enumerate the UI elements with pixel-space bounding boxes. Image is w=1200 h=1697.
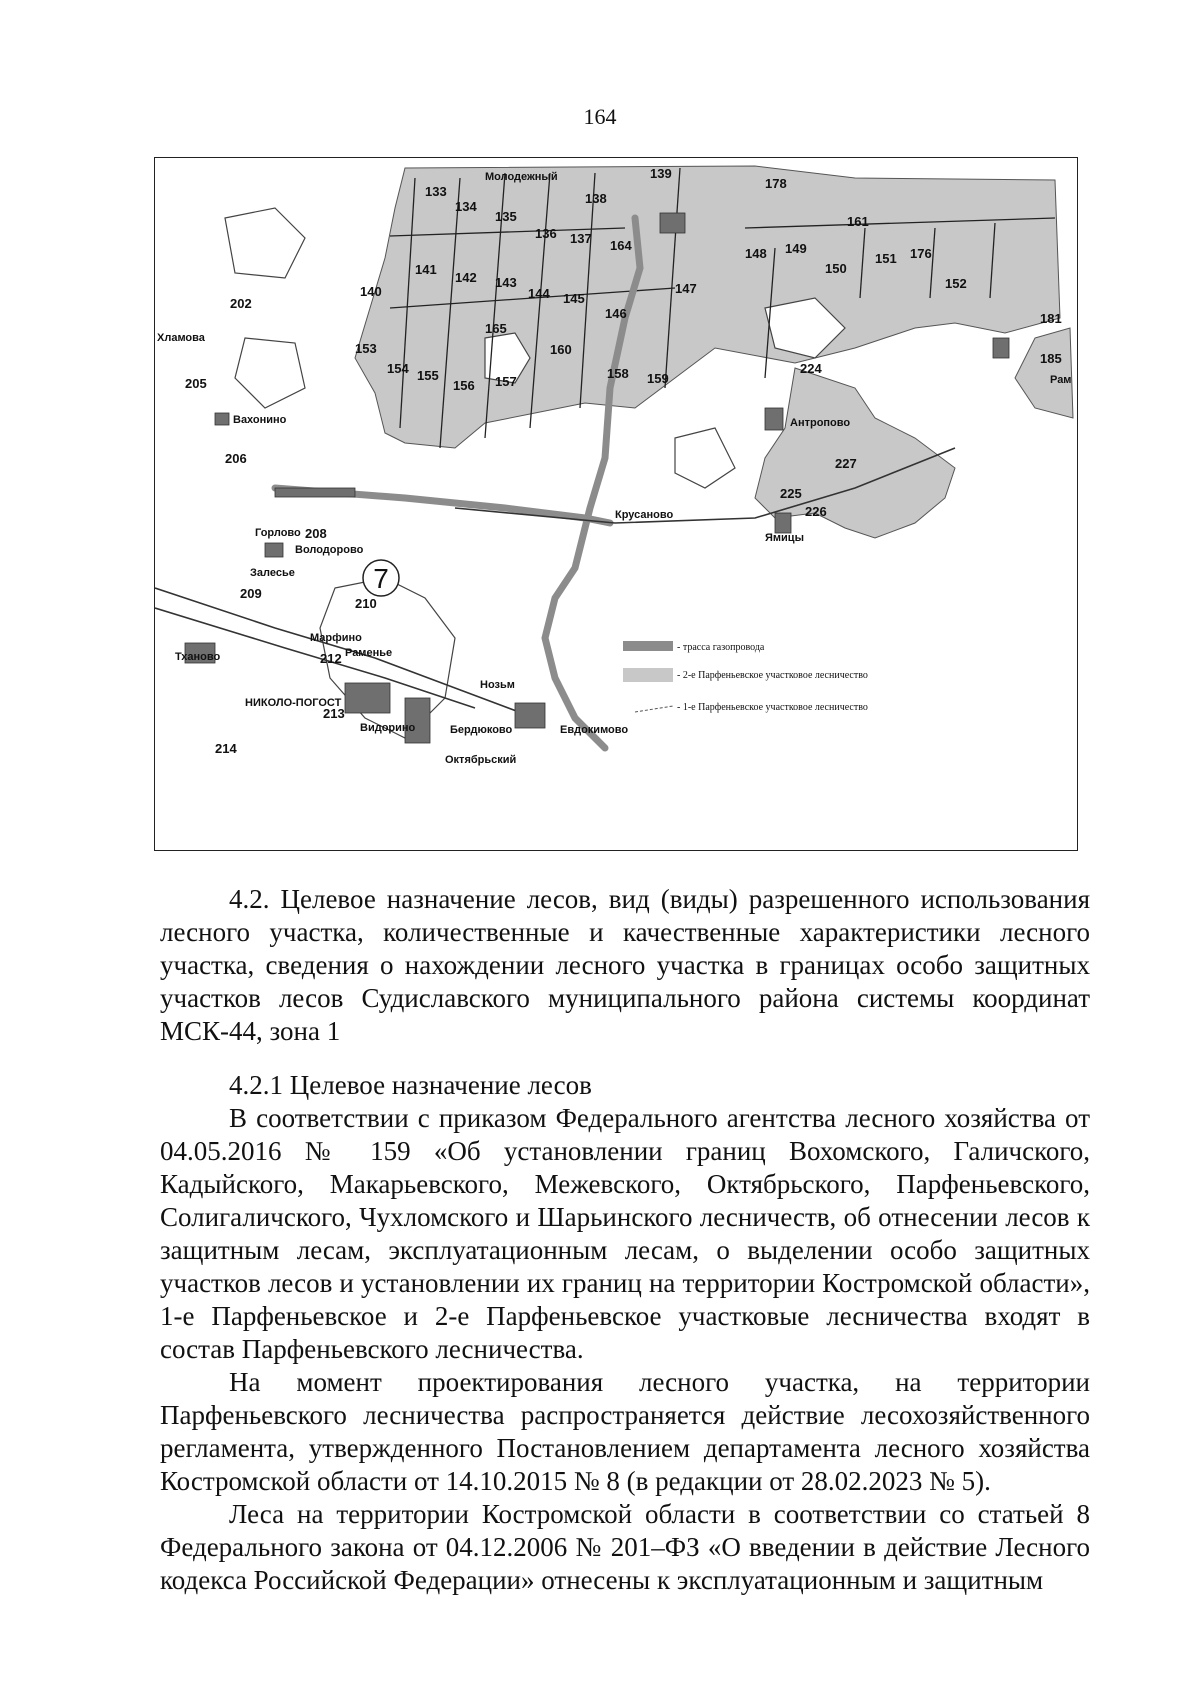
quarter-label: 140 — [360, 284, 382, 299]
map-legend — [623, 641, 868, 713]
quarter-label: 153 — [355, 341, 377, 356]
quarter-label: 202 — [230, 296, 252, 311]
quarter-label: 133 — [425, 184, 447, 199]
quarter-label: 159 — [647, 371, 669, 386]
quarter-label: 206 — [225, 451, 247, 466]
section-4-2-1-block — [160, 1069, 1090, 1597]
legend-symbol-pipeline — [623, 641, 673, 651]
quarter-label: 176 — [910, 246, 932, 261]
quarter-label: 227 — [835, 456, 857, 471]
section-heading-4-2-block — [160, 883, 1090, 1048]
place-label: Раменье — [345, 647, 393, 659]
quarter-label: 178 — [765, 176, 787, 191]
place-label: Рам — [1050, 374, 1072, 386]
quarter-label: 135 — [495, 209, 517, 224]
quarter-label: 152 — [945, 276, 967, 291]
quarter-label: 158 — [607, 366, 629, 381]
quarter-label: 225 — [780, 486, 802, 501]
quarter-label: 148 — [745, 246, 767, 261]
quarter-label: 224 — [800, 361, 822, 376]
legend-symbol-gray — [623, 668, 673, 682]
quarter-label: 161 — [847, 214, 869, 229]
quarter-label: 145 — [563, 291, 585, 306]
place-label: Вахонино — [233, 414, 287, 426]
place-label: Молодежный — [485, 171, 558, 183]
quarter-label: 213 — [323, 706, 345, 721]
quarter-label: 143 — [495, 275, 517, 290]
place-label: Видорино — [360, 722, 416, 734]
legend-label: - 2-е Парфеньевское участковое лесничество — [677, 670, 868, 681]
quarter-label: 214 — [215, 741, 237, 756]
quarter-label: 208 — [305, 526, 327, 541]
paragraph: На момент проектирования лесного участка, на территории Парфеньевского лесничества распространяется действие лесохозяйственного регламента, утвержденного Постановлением департамента лесного хозяйства Костромской области от 14.10.2015 № 8 (в редакции от 28.02.2023 № 5). — [160, 1367, 1090, 1496]
quarter-label: 209 — [240, 586, 262, 601]
place-label: Володорово — [295, 544, 364, 556]
quarter-label: 155 — [417, 368, 439, 383]
place-label: НИКОЛО-ПОГОСТ — [245, 697, 342, 709]
quarter-label: 142 — [455, 270, 477, 285]
quarter-label: 165 — [485, 321, 507, 336]
place-label: Марфино — [310, 632, 362, 644]
paragraph: Леса на территории Костромской области в соответствии со статьей 8 Федерального закона от 04.12.2006 № 201–ФЗ «О введении в действие Лесного кодекса Российской Федерации» отнесены к эксплуатационным и защитным — [160, 1499, 1090, 1595]
place-label: Антропово — [790, 417, 851, 429]
quarter-label: 137 — [570, 231, 592, 246]
quarter-label: 156 — [453, 378, 475, 393]
quarter-label: 150 — [825, 261, 847, 276]
quarter-label: 154 — [387, 361, 409, 376]
place-label: Октябрьский — [445, 754, 517, 766]
quarter-label: 205 — [185, 376, 207, 391]
quarter-label: 149 — [785, 241, 807, 256]
place-label: Нозьм — [480, 679, 515, 691]
quarter-label: 185 — [1040, 351, 1062, 366]
place-label: Бердюково — [450, 724, 513, 736]
quarter-label: 138 — [585, 191, 607, 206]
forest-map — [154, 157, 1078, 851]
quarter-label: 136 — [535, 226, 557, 241]
page-number: 164 — [583, 104, 617, 129]
place-label: Тханово — [175, 651, 221, 663]
place-label: Крусаново — [615, 509, 674, 521]
quarter-label: 212 — [320, 651, 342, 666]
quarter-label: 151 — [875, 251, 897, 266]
quarter-label: 147 — [675, 281, 697, 296]
quarter-label: 160 — [550, 342, 572, 357]
circle-label: 7 — [373, 563, 389, 594]
place-label: Хламова — [157, 332, 205, 344]
paragraph: В соответствии с приказом Федерального агентства лесного хозяйства от 04.05.2016 № 159 «Об установлении границ Вохомского, Галичского, Кадыйского, Макарьевского, Межевского, Октябрьского, Парфеньевского, Солигаличского, Чухломского и Шарьинского лесничеств, об отнесении лесов к защитным лесам, эксплуатационным лесам, о выделении особо защитных участков лесов и установлении их границ на территории Костромской области», 1-е Парфеньевское и 2-е Парфеньевское участковые лесничества входят в состав Парфеньевского лесничества. — [160, 1103, 1090, 1364]
legend-symbol-white — [635, 706, 673, 712]
quarter-label: 144 — [528, 286, 550, 301]
legend-label: - 1-е Парфеньевское участковое лесничество — [677, 702, 868, 713]
section-heading-4-2: 4.2. Целевое назначение лесов, вид (виды) разрешенного использования лесного участка, количественные и качественные характеристики лесного участка, сведения о нахождении лесного участка в границах особо защитных участков лесов Судиславского муниципального района системы координат МСК-44, зона 1 — [160, 884, 1090, 1046]
quarter-label: 181 — [1040, 311, 1062, 326]
place-label: Горлово — [255, 527, 301, 539]
place-label: Евдокимово — [560, 724, 629, 736]
quarter-label: 141 — [415, 262, 437, 277]
place-label: Ямицы — [765, 532, 804, 544]
quarter-label: 146 — [605, 306, 627, 321]
quarter-label: 164 — [610, 238, 632, 253]
circled-number-marker — [363, 560, 399, 596]
section-heading-4-2-1: 4.2.1 Целевое назначение лесов — [229, 1070, 592, 1100]
quarter-label: 134 — [455, 199, 477, 214]
quarter-label: 210 — [355, 596, 377, 611]
map-drawing — [155, 158, 1076, 849]
quarter-label: 139 — [650, 166, 672, 181]
quarter-label: 226 — [805, 504, 827, 519]
legend-label: - трасса газопровода — [677, 642, 765, 653]
quarter-label: 157 — [495, 374, 517, 389]
place-label: Залесье — [250, 567, 295, 579]
